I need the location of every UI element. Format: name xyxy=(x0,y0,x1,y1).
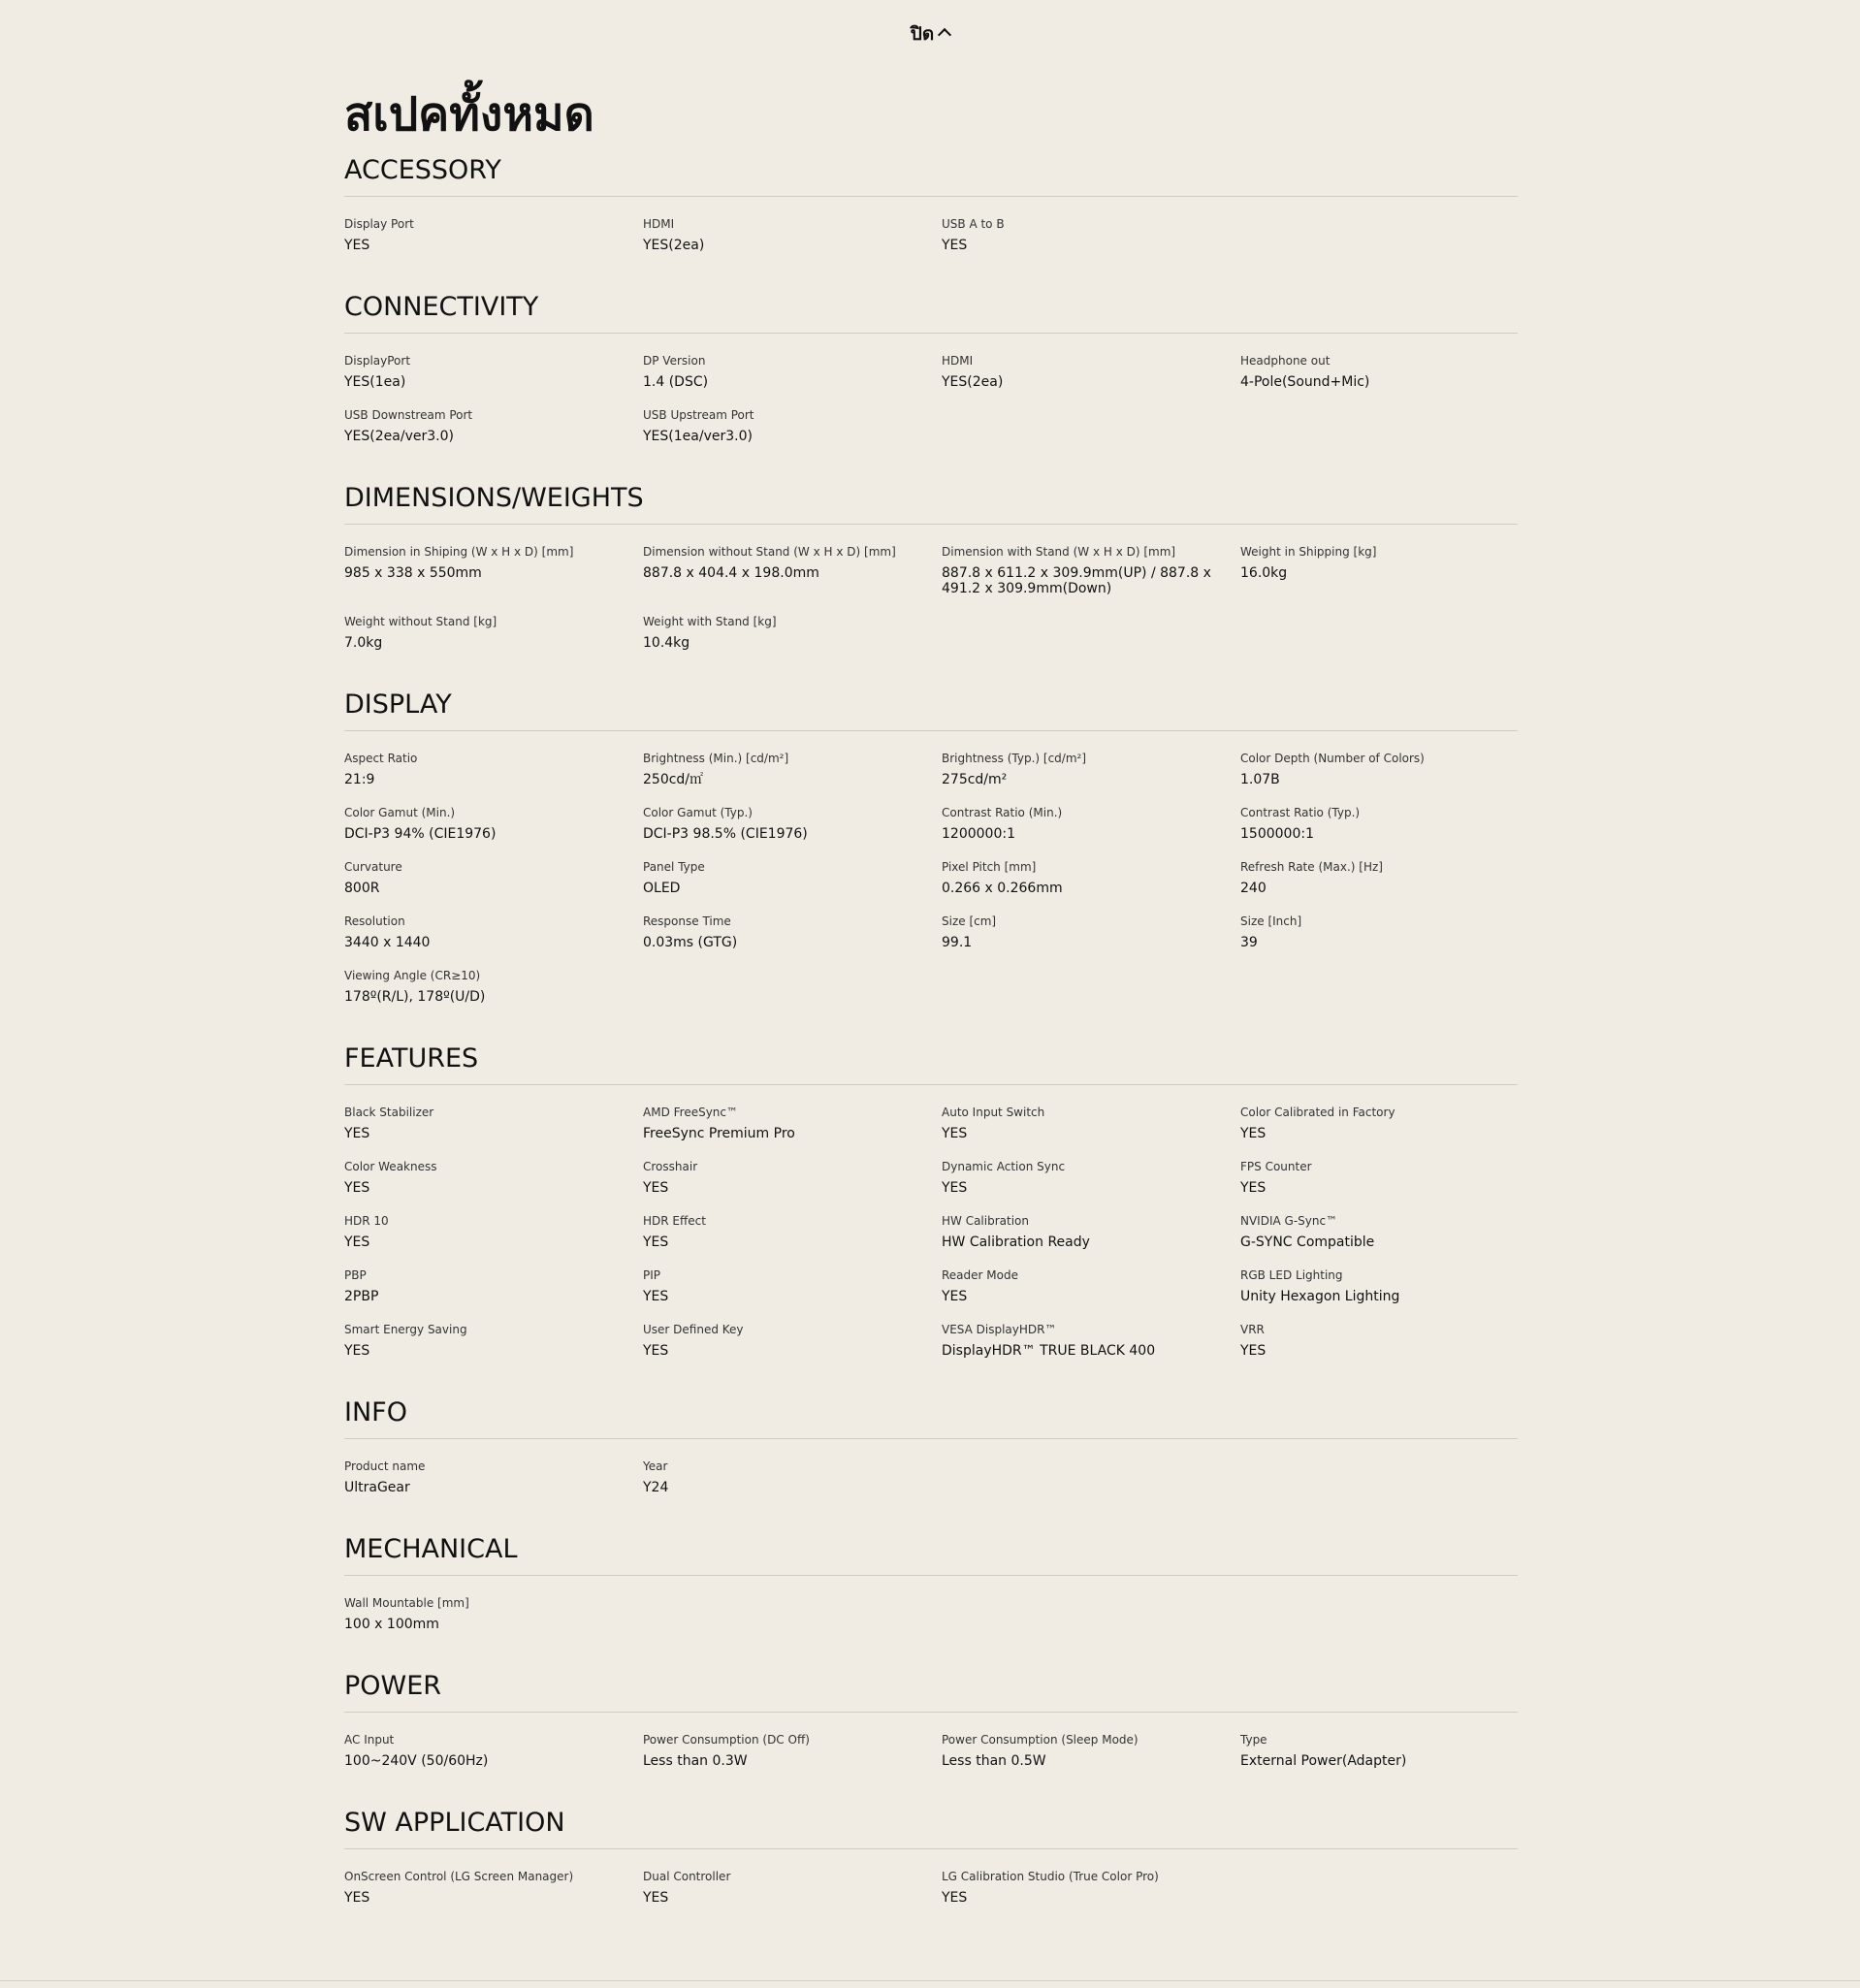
spec-grid xyxy=(344,1576,1518,1650)
close-label: ปิด xyxy=(910,23,935,45)
spec-value: 10.4kg xyxy=(643,635,690,651)
spec-label: Auto Input Switch xyxy=(942,1106,1045,1119)
spec-label: Contrast Ratio (Min.) xyxy=(942,806,1063,819)
spec-value: YES xyxy=(344,1234,370,1250)
spec-item xyxy=(942,1267,1240,1304)
spec-item xyxy=(643,1105,942,1141)
spec-label: Dimension without Stand (W x H x D) [mm] xyxy=(643,545,896,559)
spec-item xyxy=(643,1159,942,1196)
spec-label: Dimension with Stand (W x H x D) [mm] xyxy=(942,545,1176,559)
section-title: DISPLAY xyxy=(344,689,1518,731)
spec-value: 0.03ms (GTG) xyxy=(643,935,738,950)
spec-label: Color Gamut (Typ.) xyxy=(643,806,753,819)
spec-value: Y24 xyxy=(643,1480,669,1495)
spec-value: YES xyxy=(1240,1343,1267,1359)
spec-value: 4-Pole(Sound+Mic) xyxy=(1240,374,1370,390)
spec-label: VRR xyxy=(1240,1323,1265,1336)
spec-label: VESA DisplayHDR™ xyxy=(942,1323,1057,1336)
spec-label: HDMI xyxy=(643,217,675,231)
spec-value: 1.4 (DSC) xyxy=(643,374,709,390)
spec-value: 99.1 xyxy=(942,935,973,950)
spec-item xyxy=(1240,1105,1518,1141)
spec-item xyxy=(344,614,643,651)
spec-label: FPS Counter xyxy=(1240,1160,1312,1173)
spec-label: Color Gamut (Min.) xyxy=(344,806,456,819)
spec-item xyxy=(344,1595,643,1632)
spec-value: YES xyxy=(942,1126,968,1141)
spec-item xyxy=(643,805,942,842)
spec-label: DP Version xyxy=(643,354,706,368)
spec-label: USB Downstream Port xyxy=(344,408,473,422)
spec-label: PIP xyxy=(643,1268,661,1282)
spec-item xyxy=(1240,859,1518,896)
spec-label: Brightness (Min.) [cd/m²] xyxy=(643,752,789,765)
spec-item xyxy=(643,859,942,896)
spec-item xyxy=(344,751,643,787)
spec-value: YES xyxy=(643,1234,669,1250)
spec-value: OLED xyxy=(643,881,681,896)
spec-item xyxy=(344,1213,643,1250)
spec-label: HDR Effect xyxy=(643,1214,706,1228)
spec-item xyxy=(643,1213,942,1250)
spec-item xyxy=(344,216,643,253)
spec-value: YES xyxy=(643,1180,669,1196)
spec-item xyxy=(942,353,1240,390)
spec-item xyxy=(344,1459,643,1495)
spec-item xyxy=(942,914,1240,950)
spec-item xyxy=(1240,1732,1518,1769)
spec-section-sw-application xyxy=(344,1808,1518,1923)
spec-label: Display Port xyxy=(344,217,414,231)
spec-label: Black Stabilizer xyxy=(344,1106,434,1119)
spec-item xyxy=(643,1267,942,1304)
spec-label: Crosshair xyxy=(643,1160,698,1173)
spec-label: Contrast Ratio (Typ.) xyxy=(1240,806,1361,819)
spec-section-display xyxy=(344,689,1518,1022)
spec-value: 250cd/㎡ xyxy=(643,772,704,787)
spec-value: YES xyxy=(344,1180,370,1196)
spec-label: Size [cm] xyxy=(942,914,997,928)
spec-label: HDMI xyxy=(942,354,974,368)
spec-value: DisplayHDR™ TRUE BLACK 400 xyxy=(942,1343,1156,1359)
spec-item xyxy=(1240,1159,1518,1196)
page-title: สเปคทั้งหมด xyxy=(344,87,594,142)
spec-item xyxy=(643,1322,942,1359)
spec-value: 1500000:1 xyxy=(1240,826,1314,842)
spec-section-dimensions-weights xyxy=(344,483,1518,668)
spec-label: Dual Controller xyxy=(643,1870,731,1883)
spec-item xyxy=(942,1159,1240,1196)
spec-label: PBP xyxy=(344,1268,367,1282)
spec-grid xyxy=(344,197,1518,271)
spec-value: YES xyxy=(643,1890,669,1906)
spec-label: Type xyxy=(1240,1733,1267,1747)
spec-item xyxy=(1240,751,1518,787)
spec-grid xyxy=(344,334,1518,462)
spec-section-info xyxy=(344,1397,1518,1513)
spec-item xyxy=(344,407,643,444)
section-title: DIMENSIONS/WEIGHTS xyxy=(344,483,1518,525)
spec-value: 240 xyxy=(1240,881,1267,896)
spec-value: FreeSync Premium Pro xyxy=(643,1126,795,1141)
spec-sections xyxy=(344,155,1518,1923)
spec-value: YES(1ea/ver3.0) xyxy=(643,429,753,444)
spec-value: YES xyxy=(1240,1126,1267,1141)
spec-item xyxy=(643,353,942,390)
spec-item xyxy=(344,353,643,390)
spec-label: Panel Type xyxy=(643,860,705,874)
spec-label: USB Upstream Port xyxy=(643,408,754,422)
spec-label: Size [Inch] xyxy=(1240,914,1302,928)
spec-item xyxy=(344,1159,643,1196)
spec-grid xyxy=(344,1085,1518,1376)
spec-label: HW Calibration xyxy=(942,1214,1029,1228)
spec-value: YES xyxy=(942,1890,968,1906)
spec-label: Year xyxy=(643,1459,668,1473)
section-title: INFO xyxy=(344,1397,1518,1439)
spec-label: Dynamic Action Sync xyxy=(942,1160,1066,1173)
spec-value: G-SYNC Compatible xyxy=(1240,1234,1375,1250)
spec-label: AC Input xyxy=(344,1733,395,1747)
spec-item xyxy=(643,1869,942,1906)
spec-value: 2PBP xyxy=(344,1289,379,1304)
spec-label: Response Time xyxy=(643,914,731,928)
spec-value: 0.266 x 0.266mm xyxy=(942,881,1063,896)
spec-item xyxy=(1240,914,1518,950)
spec-item xyxy=(643,751,942,787)
spec-label: USB A to B xyxy=(942,217,1005,231)
spec-section-features xyxy=(344,1043,1518,1376)
spec-item xyxy=(344,914,643,950)
spec-item xyxy=(643,914,942,950)
spec-item xyxy=(942,1869,1240,1906)
spec-item xyxy=(344,1267,643,1304)
spec-value: YES(2ea) xyxy=(643,238,705,253)
spec-item xyxy=(942,544,1240,596)
section-title: ACCESSORY xyxy=(344,155,1518,197)
spec-label: Pixel Pitch [mm] xyxy=(942,860,1037,874)
spec-value: YES xyxy=(942,1180,968,1196)
spec-item xyxy=(1240,353,1518,390)
spec-value: YES(1ea) xyxy=(344,374,406,390)
spec-label: Headphone out xyxy=(1240,354,1331,368)
section-title: POWER xyxy=(344,1671,1518,1713)
spec-label: Dimension in Shiping (W x H x D) [mm] xyxy=(344,545,574,559)
spec-value: 100 x 100mm xyxy=(344,1617,439,1632)
spec-label: Brightness (Typ.) [cd/m²] xyxy=(942,752,1087,765)
spec-value: External Power(Adapter) xyxy=(1240,1753,1407,1769)
section-title: MECHANICAL xyxy=(344,1534,1518,1576)
spec-item xyxy=(344,544,643,596)
spec-value: 100~240V (50/60Hz) xyxy=(344,1753,489,1769)
spec-value: YES xyxy=(643,1343,669,1359)
spec-value: 800R xyxy=(344,881,380,896)
spec-value: 178º(R/L), 178º(U/D) xyxy=(344,989,486,1005)
spec-item xyxy=(344,805,643,842)
spec-item xyxy=(344,1732,643,1769)
spec-value: YES xyxy=(942,238,968,253)
close-specs-button[interactable] xyxy=(0,19,1860,48)
spec-label: Product name xyxy=(344,1459,426,1473)
spec-label: OnScreen Control (LG Screen Manager) xyxy=(344,1870,574,1883)
spec-value: Less than 0.5W xyxy=(942,1753,1046,1769)
spec-value: 1.07B xyxy=(1240,772,1280,787)
spec-label: User Defined Key xyxy=(643,1323,744,1336)
spec-section-connectivity xyxy=(344,292,1518,462)
spec-item xyxy=(942,859,1240,896)
spec-value: YES(2ea) xyxy=(942,374,1004,390)
spec-label: Refresh Rate (Max.) [Hz] xyxy=(1240,860,1383,874)
spec-value: 985 x 338 x 550mm xyxy=(344,565,482,581)
spec-label: AMD FreeSync™ xyxy=(643,1106,739,1119)
spec-value: YES xyxy=(942,1289,968,1304)
spec-value: 3440 x 1440 xyxy=(344,935,431,950)
spec-value: Unity Hexagon Lighting xyxy=(1240,1289,1400,1304)
spec-label: Resolution xyxy=(344,914,405,928)
spec-item xyxy=(1240,1213,1518,1250)
spec-label: DisplayPort xyxy=(344,354,411,368)
section-title: CONNECTIVITY xyxy=(344,292,1518,334)
spec-label: Color Depth (Number of Colors) xyxy=(1240,752,1425,765)
spec-item xyxy=(344,1869,643,1906)
specs-container xyxy=(344,85,1518,1944)
spec-item xyxy=(1240,1267,1518,1304)
spec-label: HDR 10 xyxy=(344,1214,389,1228)
spec-value: DCI-P3 98.5% (CIE1976) xyxy=(643,826,808,842)
spec-value: 21:9 xyxy=(344,772,375,787)
spec-section-accessory xyxy=(344,155,1518,271)
spec-item xyxy=(344,859,643,896)
spec-label: Viewing Angle (CR≥10) xyxy=(344,969,481,982)
spec-label: Wall Mountable [mm] xyxy=(344,1596,469,1610)
spec-item xyxy=(942,1322,1240,1359)
spec-grid xyxy=(344,1849,1518,1923)
spec-item xyxy=(344,1322,643,1359)
spec-item xyxy=(942,805,1240,842)
spec-item xyxy=(942,1732,1240,1769)
spec-label: Weight in Shipping [kg] xyxy=(1240,545,1377,559)
spec-item xyxy=(643,614,942,651)
spec-value: YES xyxy=(643,1289,669,1304)
spec-label: Power Consumption (DC Off) xyxy=(643,1733,810,1747)
spec-grid xyxy=(344,525,1518,668)
spec-item xyxy=(643,407,942,444)
spec-label: Aspect Ratio xyxy=(344,752,418,765)
spec-item xyxy=(344,1105,643,1141)
spec-label: Smart Energy Saving xyxy=(344,1323,467,1336)
spec-grid xyxy=(344,731,1518,1022)
spec-section-power xyxy=(344,1671,1518,1786)
spec-value: 7.0kg xyxy=(344,635,383,651)
spec-value: 39 xyxy=(1240,935,1258,950)
spec-item xyxy=(344,968,643,1005)
spec-value: YES xyxy=(344,1890,370,1906)
spec-label: Curvature xyxy=(344,860,402,874)
spec-item xyxy=(942,751,1240,787)
spec-item xyxy=(643,216,942,253)
spec-label: RGB LED Lighting xyxy=(1240,1268,1343,1282)
spec-grid xyxy=(344,1439,1518,1513)
spec-item xyxy=(942,216,1240,253)
spec-section-mechanical xyxy=(344,1534,1518,1650)
spec-label: LG Calibration Studio (True Color Pro) xyxy=(942,1870,1159,1883)
spec-value: YES xyxy=(1240,1180,1267,1196)
spec-value: DCI-P3 94% (CIE1976) xyxy=(344,826,497,842)
spec-item xyxy=(643,544,942,596)
chevron-up-icon xyxy=(938,28,951,42)
spec-value: YES xyxy=(344,1343,370,1359)
spec-value: UltraGear xyxy=(344,1480,410,1495)
spec-item xyxy=(1240,1322,1518,1359)
bottom-divider xyxy=(0,1980,1860,1981)
spec-label: Color Calibrated in Factory xyxy=(1240,1106,1395,1119)
spec-label: Color Weakness xyxy=(344,1160,437,1173)
spec-grid xyxy=(344,1713,1518,1786)
spec-value: Less than 0.3W xyxy=(643,1753,748,1769)
section-title: SW APPLICATION xyxy=(344,1808,1518,1849)
spec-value: 887.8 x 404.4 x 198.0mm xyxy=(643,565,819,581)
spec-label: NVIDIA G-Sync™ xyxy=(1240,1214,1338,1228)
spec-item xyxy=(643,1459,942,1495)
spec-label: Reader Mode xyxy=(942,1268,1018,1282)
spec-value: 16.0kg xyxy=(1240,565,1288,581)
spec-value: YES(2ea/ver3.0) xyxy=(344,429,454,444)
spec-item xyxy=(1240,805,1518,842)
spec-item xyxy=(942,1105,1240,1141)
spec-value: 1200000:1 xyxy=(942,826,1015,842)
spec-label: Weight without Stand [kg] xyxy=(344,615,497,628)
spec-label: Power Consumption (Sleep Mode) xyxy=(942,1733,1138,1747)
spec-value: 887.8 x 611.2 x 309.9mm(UP) / 887.8 x 491.2 x 309.9mm(Down) xyxy=(942,565,1211,596)
spec-value: YES xyxy=(344,1126,370,1141)
spec-item xyxy=(643,1732,942,1769)
spec-value: YES xyxy=(344,238,370,253)
spec-value: 275cd/m² xyxy=(942,772,1008,787)
spec-label: Weight with Stand [kg] xyxy=(643,615,777,628)
section-title: FEATURES xyxy=(344,1043,1518,1085)
spec-item xyxy=(942,1213,1240,1250)
spec-value: HW Calibration Ready xyxy=(942,1234,1090,1250)
spec-item xyxy=(1240,544,1518,596)
